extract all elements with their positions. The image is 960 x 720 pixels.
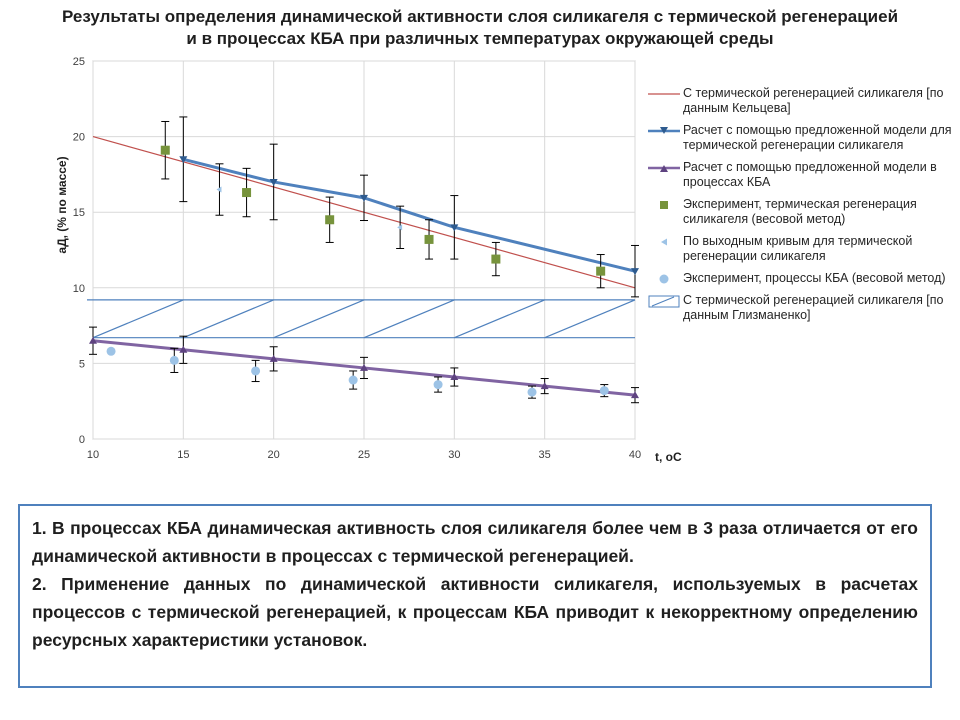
data-point-circle (434, 380, 443, 389)
legend-item-glizmanenko (648, 293, 958, 323)
legend-label: Эксперимент, процессы КБА (весовой метод) (683, 271, 946, 285)
legend-circle-icon (648, 271, 680, 287)
data-point-circle (528, 388, 537, 397)
data-point-square (596, 267, 605, 276)
legend-item-curves (648, 234, 958, 264)
data-point-circle (600, 386, 609, 395)
legend-band-icon (648, 293, 680, 309)
chart-legend (648, 86, 958, 330)
legend-green-square-icon (648, 197, 680, 213)
x-tick-label: 35 (538, 449, 551, 461)
legend-label: С термической регенерацией силикагеля [по данным Кельцева] (683, 86, 944, 115)
data-point-circle (170, 356, 179, 365)
x-tick-label: 10 (86, 449, 100, 461)
legend-label: С термической регенерацией силикагеля [по данным Глизманенко] (683, 293, 944, 322)
legend-line-purple-icon (648, 160, 680, 176)
conclusion-1: 1. В процессах КБА динамическая активность слоя силикагеля более чем в 3 раза отличается от его динамической активности в процессах с термической регенерацией. (32, 518, 918, 566)
data-point-square (325, 215, 334, 224)
legend-label: Расчет с помощью предложенной модели для термической регенерации силикагеля (683, 123, 952, 152)
legend-triangle-icon (648, 234, 680, 250)
legend-item-exp-kba (648, 271, 958, 286)
legend-item-exp-thermal (648, 197, 958, 227)
series-line-model-thermal (183, 159, 635, 271)
legend-line-red-icon (648, 86, 680, 102)
conclusions-box (18, 504, 932, 688)
legend-label: Эксперимент, термическая регенерация силикагеля (весовой метод) (683, 197, 917, 226)
legend-item-model-thermal (648, 123, 958, 153)
y-tick-label: 10 (72, 282, 85, 295)
data-point-circle (349, 376, 358, 385)
y-tick-label: 25 (72, 56, 85, 68)
data-point-square (242, 188, 251, 197)
chart-title: Результаты определения динамической активности слоя силикагеля с термической регенерацией и в процессах КБА при различных температурах окружающей среды (61, 7, 899, 48)
y-tick-label: 15 (72, 207, 85, 220)
band-hatch (93, 300, 183, 338)
y-tick-label: 5 (78, 358, 85, 371)
x-tick-label: 25 (357, 449, 371, 461)
band-hatch (454, 300, 544, 338)
legend-label: По выходным кривым для термической регенерации силикагеля (683, 234, 913, 263)
y-tick-label: 20 (72, 131, 85, 144)
legend-line-blue-icon (648, 123, 680, 139)
band-hatch (274, 300, 364, 338)
x-tick-label: 20 (267, 449, 280, 461)
legend-item-model-kba (648, 160, 958, 190)
data-point-square (425, 235, 434, 244)
data-point-circle (251, 366, 260, 375)
band-hatch (183, 300, 273, 338)
band-hatch (545, 300, 635, 338)
conclusion-2: 2. Применение данных по динамической активности силикагеля, используемых в расчетах процессов с термической регенерацией, к процессам КБА приводит к некорректному определению ресурсных характеристики установок. (32, 574, 918, 650)
x-axis-title: t, оС (655, 450, 682, 464)
y-axis-title: aД, (% по массе) (55, 156, 69, 254)
x-tick-label: 40 (628, 449, 642, 461)
legend-label: Расчет с помощью предложенной модели в процессах КБА (683, 160, 937, 189)
legend-item-keltsev (648, 86, 958, 116)
x-tick-label: 30 (448, 449, 461, 461)
y-tick-label: 0 (78, 434, 85, 446)
band-hatch (364, 300, 454, 338)
data-point-circle (107, 347, 116, 356)
data-point-square (161, 146, 170, 155)
x-tick-label: 15 (177, 449, 190, 461)
data-point-square (491, 255, 500, 264)
